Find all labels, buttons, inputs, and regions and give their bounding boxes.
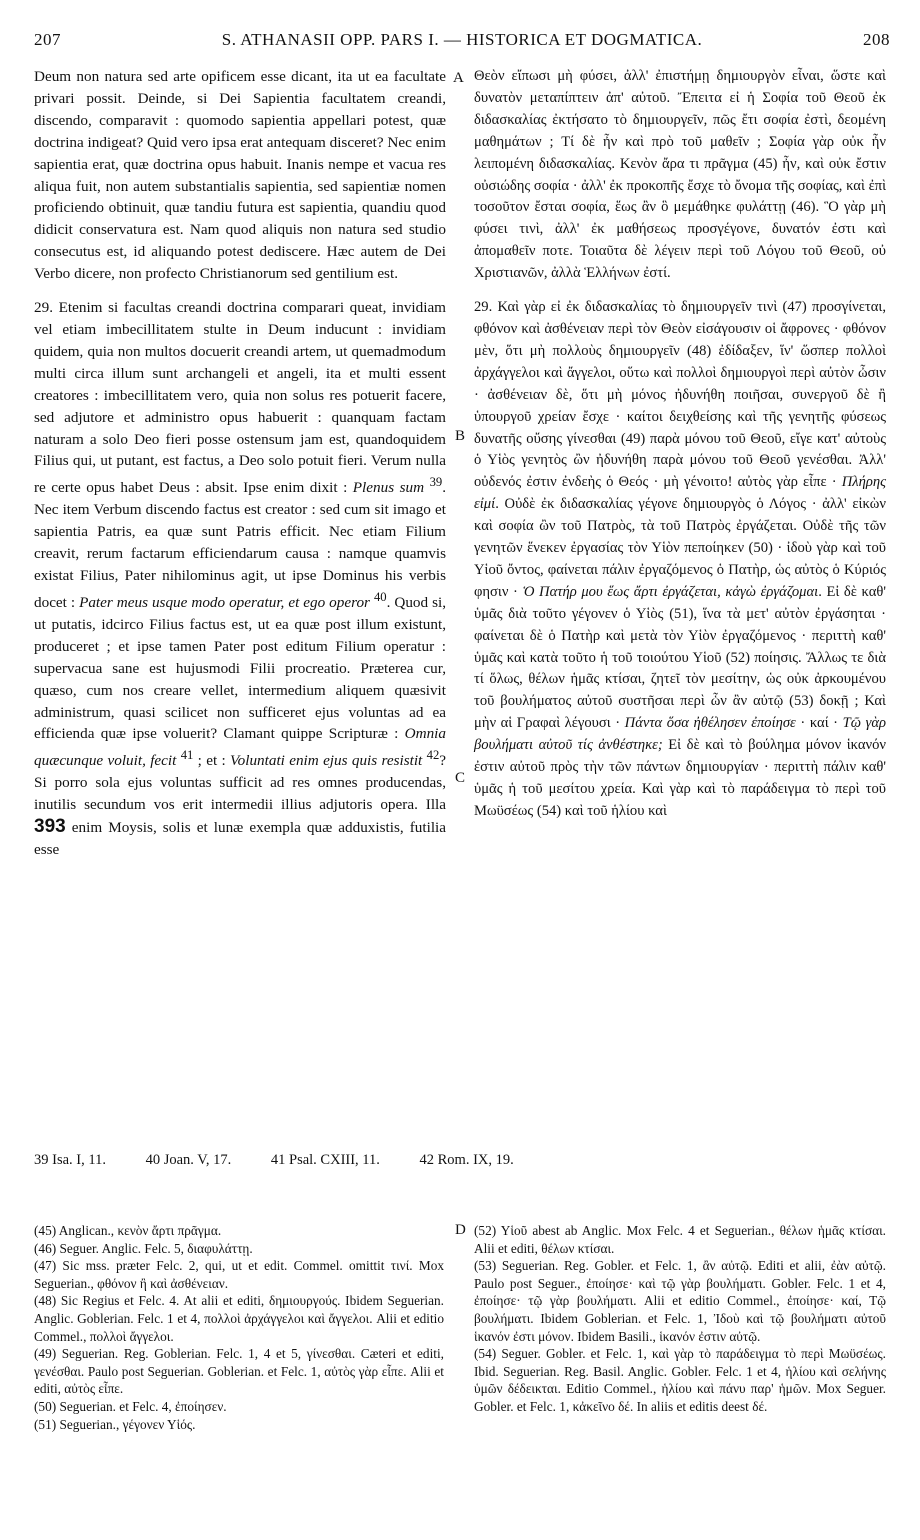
greek-quote: Πάντα ὅσα ἠθέλησεν ἐποίησε	[624, 715, 796, 732]
latin-text: . Quod si, ut putatis, idcirco Filius factus est, ut ea quæ post illum existunt, produceret ; et ipse tamen Pater post editum Filium operatur : supervacua sane est hujusmodi Filii procreatio. Præterea cur, quæso, cum nos creare vellet, intermedium aliquem quæsivit administrum, quasi scilicet non sufficeret ejus voluntas ad ea efficienda quæ ipse voluerit? Clamant quippe Scripturæ :	[34, 593, 447, 743]
greek-quote: Ὁ Πατήρ μου ἕως ἄρτι ἐργάζεται, κἀγὼ ἐργάζομαι	[522, 583, 819, 600]
greek-text: . Εἰ δὲ καθ' ὑμᾶς διὰ τοῦτο γέγονεν ὁ Υἱὸς (51), ἵνα τὰ μετ' αὐτὸν ἐργάσηται · φαίνεται δὲ ὁ Πατὴρ καὶ μετὰ τὸν Υἱὸν ἐργαζόμενος · περιττὴ καθ' ὑμᾶς καὶ κατὰ τοῦτο ἡ τοῦ τοιούτου Υἱοῦ (52) ποίησις. Ἄλλως τε διὰ τί ὅλως, θέλων ἡμᾶς κτίσαι, ζητεῖ τὸν μεσίτην, ὡς οὐκ ἀρκουμένου τοῦ βουλήματος αὐτοῦ συστῆσαι περὶ ὧν ἂν αὐτῷ (53) δοκῇ ; Καὶ μὴν αἱ Γραφαὶ λέγουσι ·	[474, 583, 886, 732]
footnote: (46) Seguer. Anglic. Felc. 5, διαφυλάττῃ.	[34, 1240, 253, 1256]
section-marker-a: A	[453, 70, 464, 86]
latin-quote: Plenus sum	[352, 479, 425, 497]
scripture-ref: 40 Joan. V, 17.	[145, 1152, 232, 1168]
scripture-ref: 39 Isa. I, 11.	[34, 1152, 106, 1168]
section-marker-d: D	[455, 1222, 466, 1238]
latin-text: ? Si porro sola ejus voluntas sufficit ad res omnes producendas, inutilis secundum vos erit intermedii illius adjutoris opera. Illa	[34, 752, 447, 814]
footnote-ref: 42	[426, 748, 440, 763]
latin-quote: Pater meus usque modo operatur, et ego operor	[79, 593, 370, 611]
greek-quote: Πλήρης εἰμί	[474, 474, 886, 513]
scripture-ref: 41 Psal. CXIII, 11.	[270, 1152, 380, 1168]
section-marker-b: B	[455, 428, 466, 444]
latin-paragraph-1: Deum non natura sed arte opificem esse dicant, ita ut ea facultate privari possit. Deinde, si Dei Sapientia facultatem creandi, discendo, comparavit : quomodo sapientia appellari potest, quæ doctrina indigeat? Quid vero ipsa erat antequam disceret? Nec enim sapientia erat, quæ doctrina opus habuit. Inanis nempe et vacua res aliqua fuit, non autem substantialis sapientia, sed sapientiæ nomen proficiendo obtinuit, quæ tandiu futura est sapientia, quandiu quod didicit conservatura est. Nam quod aliquis non natura sed studio consecutus est, id aliquando potest dediscere. Hæc autem de Dei Verbo dicere, non profecto Christianorum sed gentilium est.	[34, 68, 446, 283]
footnote-ref: 39	[429, 475, 443, 490]
latin-column	[34, 66, 446, 861]
greek-text: Εἰ δὲ καὶ τὸ βούλημα μόνον ἱκανόν ἐστιν αὐτοῦ πρὸς τὴν τῶν πάντων δημιουργίαν · περιττὴ πάλιν καθ' ὑμᾶς ἡ τοῦ μεσίτου χρεία. Καὶ γὰρ καὶ τὸ παράδειγμα τὸ περὶ τοῦ Μωϋσέως (54) καὶ τοῦ ἡλίου καὶ	[474, 737, 886, 819]
running-title: S. ATHANASII OPP. PARS I. — HISTORICA ET DOGMATICA.	[221, 30, 703, 49]
section-marker-c: C	[455, 770, 466, 786]
edition-page-number: 393	[34, 816, 66, 838]
greek-paragraph-29	[474, 297, 886, 823]
running-header	[34, 30, 890, 58]
greek-paragraph-1: Θεὸν εἴπωσι μὴ φύσει, ἀλλ' ἐπιστήμῃ δημιουργὸν εἶναι, ὥστε καὶ δυνατὸν μεταπίπτειν ἀπ' αὐτοῦ. Ἔπειτα εἰ ἡ Σοφία τοῦ Θεοῦ ἐκ διδασκαλίας ἐκτήσατο τὸ δημιουργεῖν, πῶς ἔτι σοφία ἐστὶ, δεομένη μαθημάτων ; Τί δὲ ἦν καὶ πρὸ τοῦ μαθεῖν ; Σοφία γὰρ οὐκ ἦν λειπομένη διδασκαλίας. Κενὸν ἄρα τι πρᾶγμα (45) ἦν, καὶ οὐκ ἔστιν οὐσιώδης σοφία · ἀλλ' ἐκ προκοπῆς ἔσχε τὸ ὄνομα τῆς σοφίας, καὶ ἐπὶ τοσοῦτον ἔσται σοφία, ἕως ἂν ὃ μεμάθηκε φυλάττῃ (46). Ὃ γὰρ μὴ φύσει τινὶ, ἀλλ' ἐκ μαθήσεως προσγέγονε, δυνατόν ἐστι καὶ ἀπομαθεῖν ποτε. Τοιαῦτα δὲ λέγειν περὶ τοῦ Λόγου τοῦ Θεοῦ, οὐ Χριστιανῶν, ἀλλὰ Ἑλλήνων ἐστί.	[474, 68, 886, 282]
greek-column	[474, 66, 886, 823]
latin-text: ; et :	[193, 752, 231, 770]
footnote: (52) Υἱοῦ abest ab Anglic. Mox Felc. 4 et Seguerian., θέλων ἡμᾶς κτίσαι. Alii et editi, θέλων κτίσαι.	[474, 1223, 886, 1256]
latin-quote: Voluntati enim ejus quis resistit	[230, 752, 423, 770]
latin-quote: Omnia quæcunque voluit, fecit	[34, 725, 446, 770]
greek-text: . Οὐδὲ ἐκ διδασκαλίας γέγονε δημιουργὸς ὁ Λόγος · ἀλλ' εἰκὼν καὶ σοφία ὢν τοῦ Πατρὸς, τὰ τοῦ Πατρὸς ἐργάζεται. Οὐδὲ τῆς τῶν γενητῶν ἕνεκεν ἐργασίας τὸν Υἱὸν πεποίηκεν (50) · ἰδοὺ γὰρ καὶ τοῦ Υἱοῦ ὄντος, φαίνεται πάλιν ἐργαζόμενος ὁ Πατὴρ, ὡς αὐτὸς ὁ Κύριός φησιν ·	[474, 496, 886, 600]
latin-text: . Nec item Verbum discendo factus est creator : sed cum sit imago et sapientia Patris, ea quæ sunt Patris efficit. Nec etiam Filium creavit, rerum factarum efficiendarum causa : namque quamvis existat Filius, Pater nihilominus agit, ut ipse Dominus his verbis docet :	[34, 479, 447, 611]
footnote: (47) Sic mss. præter Felc. 2, qui, ut et edit. Commel. omittit τινί. Mox Seguerian., φθόνον ἢ καὶ ἀσθένειαν.	[34, 1258, 444, 1291]
footnote-ref: 40	[373, 589, 387, 604]
footnote-ref: 41	[180, 748, 194, 763]
footnote: (48) Sic Regius et Felc. 4. At alii et editi, δημιουργούς. Ibidem Seguerian. Anglic. Goblerian. Felc. 1 et 4, πολλοὶ ἀρχάγγελοι καὶ ἄγγελοι. Alii et editio Commel., πολλοὶ ἄγγελοι.	[34, 1293, 444, 1344]
latin-paragraph-29	[34, 297, 446, 861]
footnote: (51) Seguerian., γέγονεν Υἱός.	[34, 1416, 196, 1432]
greek-quote: Τῷ γὰρ βουλήματι αὐτοῦ τίς ἀνθέστηκε;	[474, 715, 887, 754]
page-number-right: 208	[863, 30, 890, 49]
footnote: (50) Seguerian. et Felc. 4, ἐποίησεν.	[34, 1398, 227, 1414]
scripture-ref: 42 Rom. IX, 19.	[419, 1152, 514, 1168]
scripture-references	[34, 1152, 884, 1169]
page-number-left: 207	[34, 30, 61, 49]
footnote: (54) Seguer. Gobler. et Felc. 1, καὶ γὰρ τὸ παράδειγμα τὸ περὶ Μωϋσέως. Ibid. Seguerian. Reg. Basil. Anglic. Gobler. Felc. 1 et 4, ἡλίου καὶ σελήνης ὑμῶν δέδεικται. Editio Commel., ἡλίου καὶ πάνυ παρ' ἡμῶν. Mox Seguer. Gobler. et Felc. 1, κἀκεῖνο δέ. In aliis et editis deest δέ.	[474, 1346, 886, 1414]
footnote: (45) Anglican., κενὸν ἄρτι πρᾶγμα.	[34, 1223, 222, 1238]
greek-text: · καί ·	[795, 715, 843, 732]
footnotes-left	[34, 1222, 444, 1433]
footnote: (53) Seguerian. Reg. Gobler. et Felc. 1, ἂν αὐτῷ. Editi et alii, ἐὰν αὐτῷ. Paulo post Seguer., ἐποίησε· καὶ τῷ γὰρ βουλήματι. Gobler. Felc. 1 et 4, ἐποίησε· τῷ γὰρ βουλήματι. Alii et editio Commel., ἐποίησε· καί, Τῷ βουλήματι. Ibidem Goblerian. et Felc. 1, Ἰδοὺ καὶ τῷ βουλήματι αὐτοῦ ἱκανόν ἐστι μόνον. Ibidem Basili., ἱκανόν ἐστιν αὐτῷ.	[474, 1258, 886, 1344]
footnotes-right	[474, 1222, 886, 1416]
greek-text: 29. Καὶ γὰρ εἰ ἐκ διδασκαλίας τὸ δημιουργεῖν τινὶ (47) προσγίνεται, φθόνον καὶ ἀσθένειαν περὶ τὸν Θεὸν εἰσάγουσιν οἱ ἄφρονες · φθόνον μὲν, ὅτι μὴ πολλοὺς δημιουργεῖν (48) ἐδίδαξεν, ἵν' ὥσπερ πολλοὶ ἀρχάγγελοι καὶ ἄγγελοι, οὕτω καὶ πολλοὶ δημιουργοὶ περὶ αὐτὸν ὦσιν · ἀσθένειαν δὲ, ὅτι μὴ μόνος ἠδυνήθη ποιῆσαι, συνεργοῦ δὲ ἢ ὑπουργοῦ χρείαν ἔσχε · καίτοι δειχθείσης καὶ τῆς γενητῆς φύσεως δυνατῆς οὔσης γίνεσθαι (49) παρὰ μόνου τοῦ Θεοῦ, εἴγε κατ' αὐτοὺς ὁ Υἱὸς γενητὸς ὢν ἠδυνήθη παρὰ μόνου τοῦ Θεοῦ γενέσθαι. Ἀλλ' οὐδενός ἐστιν ἐνδεὴς ὁ Θεός · μὴ γένοιτο! αὐτὸς γὰρ εἶπε ·	[474, 299, 886, 491]
latin-text: 29. Etenim si facultas creandi doctrina comparari queat, invidiam vel etiam imbecillitatem stulte in Deum inducunt : invidiam quidem, quia non multos docuerit creandi artem, ut quemadmodum multi circa illum sunt archangeli et angeli, ita et multi essent creatores : imbecillitatem vero, quia non solus res potuerit facere, sed adjutore et administro opus habuerit : quanquam factam naturam a solo Deo fieri posse ostensum jam est, quandoquidem Filius qui, ut putant, est factus, a Deo solo potuit fieri. Verum nulla re certe opus habet Deus : absit. Ipse enim dixit :	[34, 299, 446, 497]
footnote: (49) Seguerian. Reg. Goblerian. Felc. 1, 4 et 5, γίνεσθαι. Cæteri et editi, γενέσθαι. Paulo post Seguerian. Goblerian. et Felc. 1, αὐτὸς γὰρ εἶπε. Alii et editi, αὐτὸς εἶπε.	[34, 1346, 444, 1397]
latin-text: enim Moysis, solis et lunæ exempla quæ adduxistis, futilia esse	[34, 819, 446, 858]
